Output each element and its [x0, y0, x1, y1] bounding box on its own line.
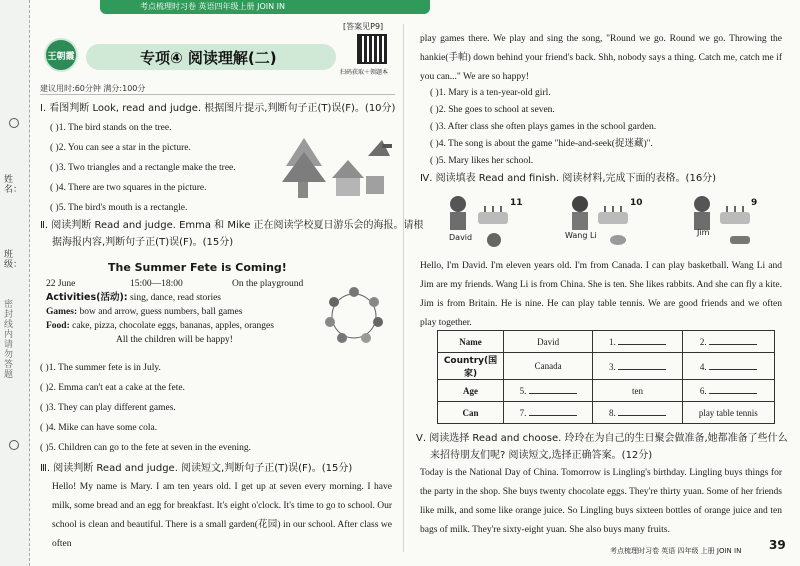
question-item: ( )2. You can see a star in the picture. [50, 143, 191, 153]
poster-activities: Activities(活动): sing, dance, read stories [46, 292, 221, 303]
divider [40, 94, 395, 95]
question-item: ( )3. They can play different games. [40, 403, 176, 413]
info-table [437, 330, 775, 424]
page-number: 39 [769, 538, 786, 552]
house-square [336, 178, 360, 196]
section-3-passage-cont: play games there. We play and sing the song, "Round we go. Round we go. Throwing the hankie(手帕) down behind your friend's back. Shh, nobody says a thing. Catch me, catch me if you can..." We are so happy! [420, 34, 782, 82]
table-header-cell: Name [438, 331, 504, 353]
table-blank-cell[interactable]: 3. [593, 353, 682, 380]
poster-games: Games: bow and arrow, guess numbers, ball games [46, 307, 243, 317]
table-blank-cell[interactable]: 6. [682, 380, 774, 402]
tree-trunk-rect [298, 182, 308, 198]
question-item: ( )5. Children can go to the fete at seven in the evening. [40, 443, 252, 453]
section-2-heading: Ⅱ. 阅读判断 Read and judge. Emma 和 Mike 正在阅读学校夏日游乐会的海报。请根 [40, 220, 424, 231]
question-item: ( )4. There are two squares in the picture. [50, 183, 207, 193]
table-row [438, 353, 775, 380]
seal-note: 密封线内请勿答题 [4, 300, 14, 380]
cake-number: 9 [751, 198, 758, 208]
question-item: ( )5. Mary likes her school. [430, 156, 534, 166]
table-blank-cell[interactable]: 8. [593, 402, 682, 424]
qr-caption: 扫码获取＋领题本 [340, 69, 389, 76]
section-4-passage: Hello, I'm David. I'm eleven years old. I'm from Canada. I can play basketball. Wang Li and Jim are my friends. Wang Li is from China. She is ten. She likes rabbits. And she can fly a kite. Jim is from Britain. He is nine. He can play table tennis. We are good friends and we often play together. [420, 261, 782, 328]
table-blank-cell[interactable]: 1. [593, 331, 682, 353]
table-cell: Canada [504, 353, 593, 380]
name-label: 姓名： [4, 175, 23, 195]
section-5-passage: Today is the National Day of China. Tomorrow is Lingling's birthday. Lingling buys things for the party in the shop. She buys twenty chocolate eggs. They're thirty yuan. Some of her friends like milk, and some like orange juice. So Lingling buys sixteen bottles of orange juice and ten bags of milk. They're sixty-eight yuan. She also buys many fruits. [420, 468, 782, 535]
table-header-cell: Can [438, 402, 504, 424]
page-title: 专项④ 阅读理解(二) [140, 49, 277, 67]
table-blank-cell[interactable]: 2. [682, 331, 774, 353]
shapes-picture [282, 126, 394, 198]
question-item: ( )1. The summer fete is in July. [40, 363, 161, 373]
kids-birthday-picture [440, 192, 780, 248]
answer-reference: [答案见P9] [343, 22, 384, 31]
poster-welcome: All the children will be happy! [116, 335, 233, 345]
bird-mouth-rect [382, 144, 392, 148]
question-item: ( )2. She goes to school at seven. [430, 105, 555, 115]
children-circle-picture [318, 284, 390, 344]
table-blank-cell[interactable]: 5. [504, 380, 593, 402]
poster-place: On the playground [232, 279, 304, 289]
question-item: ( )1. Mary is a ten-year-old girl. [430, 88, 551, 98]
poster-food: Food: cake, pizza, chocolate eggs, bananas, apples, oranges [46, 321, 274, 331]
question-item: ( )1. The bird stands on the tree. [50, 123, 172, 133]
kid-name-david: David [449, 233, 473, 242]
table-cell: play table tennis [682, 402, 774, 424]
binding-strip [0, 0, 30, 566]
table-blank-cell[interactable]: 7. [504, 402, 593, 424]
question-item: ( )5. The bird's mouth is a rectangle. [50, 203, 188, 213]
section-3-heading: Ⅲ. 阅读判断 Read and judge. 阅读短文,判断句子正(T)误(F)。(15分) [40, 463, 353, 474]
triangle-shape [282, 152, 326, 182]
question-item: ( )4. The song is about the game "hide-and-seek(捉迷藏)". [430, 139, 653, 149]
question-item: ( )3. Two triangles and a rectangle make the tree. [50, 163, 236, 173]
top-banner: 考点梳理时习卷 英语四年级上册 JOIN IN [100, 0, 430, 14]
kid-name-wangli: Wang Li [565, 231, 597, 240]
cake-number: 11 [510, 198, 523, 208]
section-4-heading: Ⅳ. 阅读填表 Read and finish. 阅读材料,完成下面的表格。(16分) [420, 173, 717, 184]
hole-mark-icon [9, 440, 19, 450]
table-row [438, 402, 775, 424]
class-label: 班级： [4, 250, 23, 270]
table-row [438, 380, 775, 402]
poster-time: 15:00—18:00 [130, 279, 183, 289]
section-3-passage: Hello! My name is Mary. I am ten years old. I get up at seven every morning. I have milk, some bread and an egg for breakfast. It's eight o'clock. It's time to go to school. Our school is clean and beautiful. There is a small garden(花园) in our school. After class we often [52, 482, 392, 549]
table-blank-cell[interactable]: 4. [682, 353, 774, 380]
kid-name-jim: Jim [697, 228, 710, 237]
table-cell: ten [593, 380, 682, 402]
brand-logo: 王朝霞 [44, 38, 78, 72]
time-score-info: 建议用时:60分钟 满分:100分 [40, 84, 146, 93]
roof-triangle [332, 160, 364, 178]
question-item: ( )3. After class she often plays games in the school garden. [430, 122, 657, 132]
poster-title: The Summer Fete is Coming! [108, 261, 287, 274]
table-row [438, 331, 775, 353]
cake-number: 10 [630, 198, 643, 208]
question-item: ( )4. Mike can have some cola. [40, 423, 158, 433]
section-5-heading: Ⅴ. 阅读选择 Read and choose. 玲玲在为自己的生日聚会做准备,她都准备了些什么 [416, 433, 788, 444]
house-square [366, 176, 384, 194]
section-1-heading: Ⅰ. 看图判断 Look, read and judge. 根据图片提示,判断句子正(T)误(F)。(10分) [40, 103, 396, 114]
column-divider [403, 24, 404, 552]
qr-code-icon[interactable] [357, 34, 387, 64]
poster-date: 22 June [46, 279, 76, 289]
hole-mark-icon [9, 118, 19, 128]
table-header-cell: Country(国家) [438, 353, 504, 380]
section-5-heading-cont: 来招待朋友们呢? 阅读短文,选择正确答案。(12分) [430, 450, 653, 461]
footer-text: 考点梳理时习卷 英语 四年级 上册 JOIN IN [610, 547, 742, 555]
question-item: ( )2. Emma can't eat a cake at the fete. [40, 383, 185, 393]
section-2-heading-cont: 据海报内容,判断句子正(T)误(F)。(15分) [52, 237, 234, 248]
table-cell: David [504, 331, 593, 353]
table-header-cell: Age [438, 380, 504, 402]
